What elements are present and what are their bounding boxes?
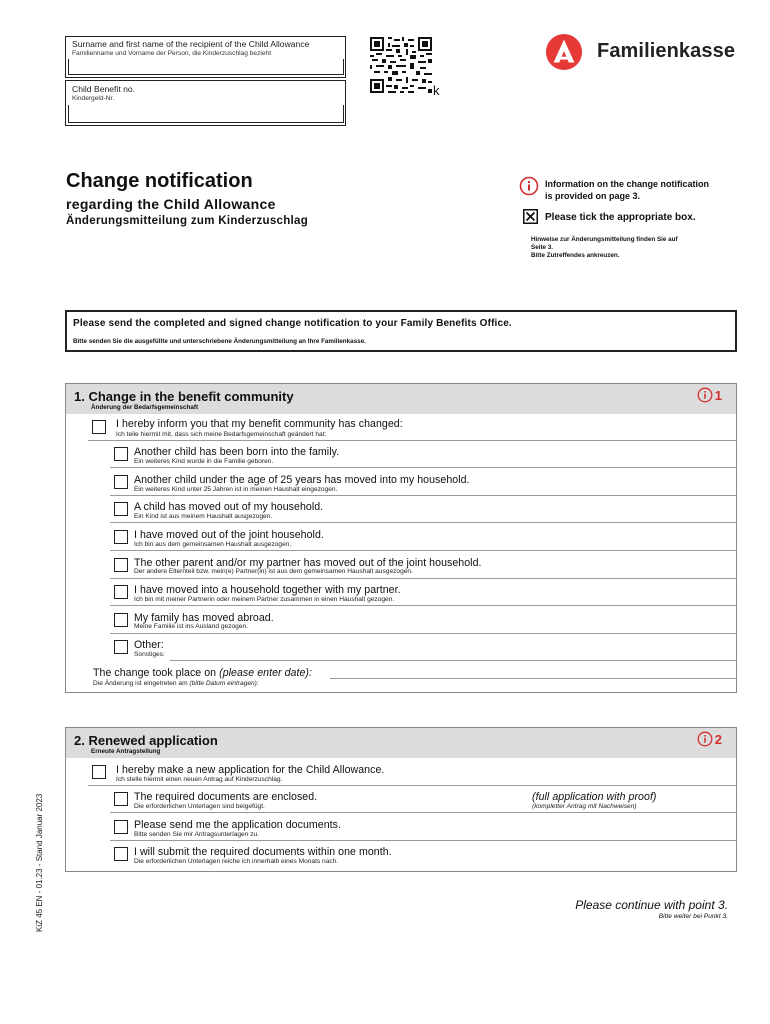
- section-1-info-badge: [697, 387, 722, 403]
- continue-note-de: Bitte weiter bei Punkt 3.: [658, 913, 728, 920]
- option-other-checkbox[interactable]: [114, 640, 128, 654]
- option-child-moved-out-checkbox[interactable]: [114, 502, 128, 516]
- send-documents-label: Please send me the application documents.: [134, 819, 341, 831]
- submit-later-label-de: Die erforderlichen Unterlagen reiche ich innerhalb eines Monats nach.: [134, 858, 339, 865]
- page-subtitle: regarding the Child Allowance: [66, 196, 276, 212]
- change-date-label-de: Die Änderung ist eingetreten am (bitte Datum eintragen):: [93, 680, 259, 687]
- change-community-checkbox[interactable]: [92, 420, 106, 434]
- option-child-born-checkbox[interactable]: [114, 447, 128, 461]
- ticked-box-icon: [523, 209, 538, 224]
- change-community-label-de: Ich teile hiermit mit, dass sich meine Bedarfsgemeinschaft geändert hat:: [116, 431, 327, 438]
- info-icon: [697, 387, 713, 403]
- option-i-moved-out-checkbox[interactable]: [114, 530, 128, 544]
- other-text-input[interactable]: [170, 660, 737, 661]
- recipient-name-label-de: Familienname und Vorname der Person, die Kinderzuschlag bezieht: [72, 50, 272, 57]
- option-moved-with-partner-label: I have moved into a household together with my partner.: [134, 584, 401, 596]
- submit-later-label: I will submit the required documents within one month.: [134, 846, 392, 858]
- option-other-label: Other:: [134, 639, 164, 651]
- section-2-badge-number: 2: [714, 731, 722, 747]
- qr-code-icon: [370, 37, 432, 93]
- info-icon: [519, 176, 539, 196]
- familienkasse-logo-icon: [545, 33, 583, 71]
- option-partner-moved-out-label-de: Der andere Elternteil bzw. mein(e) Partner(in) ist aus dem gemeinsamen Haushalt ausgezogen.: [134, 568, 413, 575]
- option-child-born-label-de: Ein weiteres Kind wurde in die Familie geboren.: [134, 458, 274, 465]
- section-2-title: 2. Renewed application: [74, 733, 218, 748]
- option-moved-with-partner-label-de: Ich bin mit meiner Partnerin oder meinem Partner zusammen in einen Haushalt gezogen.: [134, 596, 395, 603]
- option-child-moved-in-label-de: Ein weiteres Kind unter 25 Jahren ist in meinen Haushalt eingezogen.: [134, 486, 338, 493]
- child-benefit-number-label-de: Kindergeld-Nr.: [72, 95, 115, 102]
- recipient-name-field[interactable]: [65, 36, 346, 78]
- info-de-line-1: Hinweise zur Änderungsmitteilung finden Sie auf: [531, 236, 678, 243]
- page-title: Change notification: [66, 170, 253, 192]
- section-1-title: 1. Change in the benefit community: [74, 389, 294, 404]
- option-partner-moved-out-label: The other parent and/or my partner has moved out of the joint household.: [134, 557, 482, 569]
- send-notice-de: Bitte senden Sie die ausgefüllte und unterschriebene Änderungsmitteilung an Ihre Familienkasse.: [73, 338, 366, 345]
- logo-text: Familienkasse: [597, 40, 736, 62]
- child-benefit-number-field[interactable]: [65, 80, 346, 126]
- send-notice-box: [65, 310, 737, 352]
- section-2-subtitle: Erneute Antragstellung: [91, 748, 161, 755]
- send-documents-label-de: Bitte senden Sie mir Antragsunterlagen zu.: [134, 831, 259, 838]
- qr-suffix: k: [433, 83, 440, 98]
- section-1-subtitle: Änderung der Bedarfsgemeinschaft: [91, 404, 199, 411]
- info-de-line-2: Seite 3.: [531, 244, 554, 251]
- info-icon: [697, 731, 713, 747]
- option-child-moved-out-label-de: Ein Kind ist aus meinem Haushalt ausgezogen.: [134, 513, 273, 520]
- option-partner-moved-out-checkbox[interactable]: [114, 558, 128, 572]
- change-date-input[interactable]: [330, 678, 737, 679]
- new-application-label-de: Ich stelle hiermit einen neuen Antrag auf Kinderzuschlag.: [116, 776, 283, 783]
- option-child-moved-in-checkbox[interactable]: [114, 475, 128, 489]
- section-1-badge-number: 1: [714, 387, 722, 403]
- send-notice-en: Please send the completed and signed change notification to your Family Benefits Office.: [73, 318, 512, 329]
- change-community-label: I hereby inform you that my benefit community has changed:: [116, 418, 403, 430]
- documents-enclosed-checkbox[interactable]: [114, 792, 128, 806]
- option-i-moved-out-label: I have moved out of the joint household.: [134, 529, 324, 541]
- new-application-checkbox[interactable]: [92, 765, 106, 779]
- info-de-line-3: Bitte Zutreffendes ankreuzen.: [531, 252, 620, 259]
- option-i-moved-out-label-de: Ich bin aus dem gemeinsamen Haushalt ausgezogen.: [134, 541, 292, 548]
- documents-enclosed-label-de: Die erforderlichen Unterlagen sind beigefügt.: [134, 803, 265, 810]
- option-moved-abroad-label-de: Meine Familie ist ins Ausland gezogen.: [134, 623, 248, 630]
- send-documents-checkbox[interactable]: [114, 820, 128, 834]
- option-moved-abroad-label: My family has moved abroad.: [134, 612, 274, 624]
- change-date-label: The change took place on (please enter date):: [93, 667, 312, 679]
- option-moved-abroad-checkbox[interactable]: [114, 613, 128, 627]
- new-application-label: I hereby make a new application for the Child Allowance.: [116, 764, 385, 776]
- tick-instruction: Please tick the appropriate box.: [545, 212, 696, 223]
- full-application-note-de: (kompletter Antrag mit Nachweisen): [532, 803, 637, 810]
- child-benefit-number-label: Child Benefit no.: [72, 84, 136, 94]
- info-line-1: Information on the change notification: [545, 179, 709, 189]
- continue-note: Please continue with point 3.: [575, 898, 728, 912]
- option-moved-with-partner-checkbox[interactable]: [114, 585, 128, 599]
- option-child-born-label: Another child has been born into the family.: [134, 446, 340, 458]
- option-child-moved-out-label: A child has moved out of my household.: [134, 501, 324, 513]
- section-2-info-badge: [697, 731, 722, 747]
- recipient-name-label: Surname and first name of the recipient of the Child Allowance: [72, 39, 310, 49]
- submit-later-checkbox[interactable]: [114, 847, 128, 861]
- page-title-de: Änderungsmitteilung zum Kinderzuschlag: [66, 215, 309, 227]
- option-other-label-de: Sonstiges:: [134, 651, 165, 658]
- info-line-2: is provided on page 3.: [545, 191, 641, 201]
- documents-enclosed-label: The required documents are enclosed.: [134, 791, 318, 803]
- section-2-header: [66, 728, 736, 758]
- section-1-header: [66, 384, 736, 414]
- full-application-note: (full application with proof): [532, 791, 657, 803]
- form-version-text: KiZ 45 EN - 01.23 - Stand Januar 2023: [35, 793, 44, 932]
- option-child-moved-in-label: Another child under the age of 25 years has moved into my household.: [134, 474, 470, 486]
